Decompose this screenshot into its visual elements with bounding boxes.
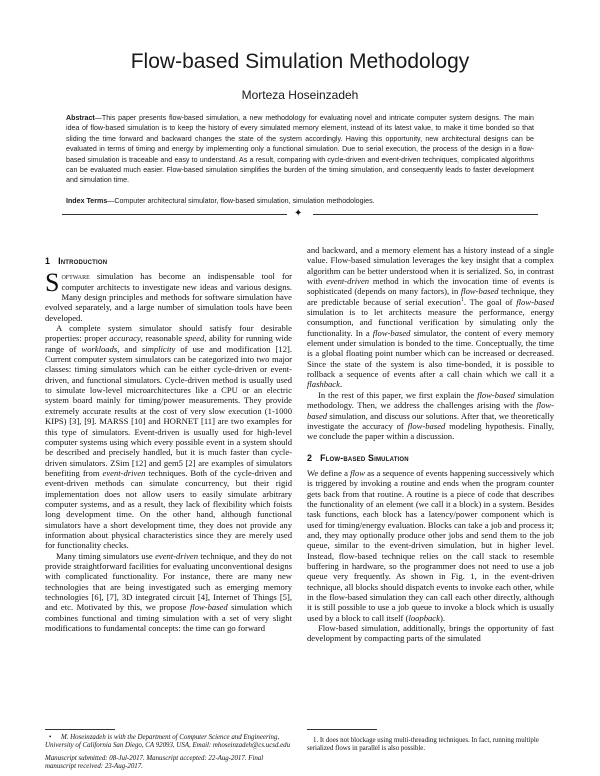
index-terms xyxy=(66,196,534,206)
author-name: Morteza Hoseinzadeh xyxy=(241,88,359,102)
text-run-italic: speed xyxy=(184,333,205,344)
paper-title: Flow-based Simulation Methodology xyxy=(130,50,470,73)
dropcap: S xyxy=(45,268,60,298)
section-2-heading xyxy=(307,453,554,463)
intro-paragraph-1 xyxy=(45,268,292,323)
text-run: technique, they are predictable because of serial execution xyxy=(307,286,554,307)
section-1-heading xyxy=(45,256,292,266)
flow-paragraph-2: Flow-based simulation, additionally, brings the opportunity of fast development by compacting parts of the simulated xyxy=(307,623,554,644)
abstract xyxy=(66,113,534,186)
intro-p1-text: simulation has become an indispensable tool for computer architects to investigate new ideas and various designs. Many design principles and methods for software simulation have evolved separately, and a large number of simulation tools have been developed. xyxy=(45,271,292,323)
intro-paragraph-3 xyxy=(45,551,292,634)
text-run: method in which the invocation time of events is sophisticated (depends on many factors), in xyxy=(307,276,554,297)
section-2-title: Flow-based Simulation xyxy=(320,452,409,463)
text-run-italic: event-driven xyxy=(155,550,199,561)
text-run: techniques. Both of the cycle-driven and event-driven methods can simulate concurrency, but their rigid implementation does not allow users to easily simulate arbitrary computer systems, and as a result, they lack of flexibility which foists long development time. On the other hand, although functional simulators have a short development time, they does not provide any information about physical characteristics since they are merely used for functionality checks. xyxy=(45,467,292,551)
text-run: We define a xyxy=(307,467,351,478)
abstract-text: —This paper presents flow-based simulation, a new methodology for evaluating novel and intricate computer system designs. The main idea of flow-based simulation is to keep the history of every simulated memory element, instead of its latest value, to make it time bonded so that sliding the time forward and backward changes the state of the system accordingly. Having this opportunity, new architectural designs can be evaluated in terms of timing and energy by implementing only a functional simulation. Due to serial execution, the process of the design in a flow-based simulation is traceable and easy to understand. As a result, comparing with cycle-driven and event-driven techniques, complicated algorithms can be evaluated much easier. Flow-based simulation simplifies the burden of the timing simulation, and consequently leads to faster development and simulation time. xyxy=(66,114,534,185)
flow-paragraph-1 xyxy=(307,468,554,623)
footnote-rule-left xyxy=(45,729,115,730)
manuscript-dates: Manuscript submitted: 08-Jul-2017. Manuscript accepted: 22-Aug-2017. Final manuscript received: 23-Aug-2017. xyxy=(45,754,264,770)
footnote-marker[interactable]: 1 xyxy=(460,296,464,303)
left-column xyxy=(45,256,292,633)
smallcaps-lead: oftware xyxy=(61,271,90,282)
text-run-italic: event-driven xyxy=(326,276,370,287)
author-affiliation-footnote xyxy=(45,734,292,771)
divider-diamond-icon: ✦ xyxy=(294,208,303,219)
text-run: technique, and they do not provide straightforward facilities for evaluating unconventional designs with complicated functionality. For instance, there are many new technologies that are being investigated such as emerging memory technologies [6], [7], 3D integrated circuit [4], Internet of Things [5], and etc. Motivated by this, we propose xyxy=(45,550,292,613)
index-terms-text: —Computer architectural simulator, flow-based simulation, simulation methodologies. xyxy=(107,197,375,205)
text-run-italic: flow-based xyxy=(516,296,554,307)
text-run: In the rest of this paper, we first explain the xyxy=(318,389,478,400)
text-run: simulation which combines functional and timing simulation with a set of very slight modifications to fundamental concepts: the time can go forward xyxy=(45,602,292,634)
text-run-italic: flow xyxy=(350,467,365,478)
text-run: , ability for running wide range of xyxy=(45,333,292,354)
text-run-italic: flow-based xyxy=(460,286,499,297)
text-run: A complete system simulator should satisfy four desirable properties: proper xyxy=(45,323,292,344)
text-run: , reasonable xyxy=(140,333,185,344)
text-run-italic: accuracy xyxy=(109,333,141,344)
abstract-label: Abstract xyxy=(66,114,95,122)
section-2-number: 2 xyxy=(307,452,313,463)
index-terms-label: Index Terms xyxy=(66,197,108,205)
text-run: , and xyxy=(117,343,142,354)
text-run: and backward, and a memory element has a history instead of a single value. Flow-based simulation leverages the key insight that a complex algorithm can be better understood when it is serialized. So, in contrast with xyxy=(307,245,554,287)
text-run: as a sequence of events happening successively which is triggered by invoking a routine and ends when the program counter gets back from that routine. A routine is a piece of code that describes the functionality of an element (we call it a block) in a system. Besides task functions, each block has a latency/power component which is used for timing/energy evaluation. Blocks can take a job and process it; and, they may optionally produce other jobs and send them to the job queue, similar to the event-driven simulation, but in higher level. Instead, flow-based technique relies on the call stack to resemble buffering in hardware, so the programmer does not need to use a job queue very frequently. As shown in Fig. 1, in the event-driven technique, all blocks should dispatch events to invoke each other, while in the flow-based simulation they can call each other directly, although it is still possible to use a job queue to invoke a block which is usually used by a block to call itself ( xyxy=(307,467,554,623)
text-run: simulation methodology. Then, we address the challenges arising with the xyxy=(307,389,555,411)
divider-right xyxy=(313,214,538,215)
text-run: of use and modification [12]. Current computer system simulators can be categorized into two major classes: timing simulators which can be either cycle-driven or event-driven, and functional simulators. Cycle-driven method is usually used to simulate low-level microarchitectures like a CPU or an electric system board mainly for timing/power measurements. They provide extremely accurate results at the cost of very slow execution (1-1000 KIPS) [3], [9]. MARSS [10] and HORNET [11] are two examples for this type of simulators. Event-driven is usually used for high-level computer systems using which every possible event in a system should be described and precisely handled, but it is much faster than cycle-driven simulators. ZSim [12] and gem5 [2] are examples of simulators benefiting from xyxy=(45,343,292,478)
text-run: simulation is to let architects measure the performance, energy consumption, and functional verification by simulating only the functionality. In a xyxy=(307,307,554,338)
text-run-italic: flow-based xyxy=(372,327,411,338)
text-run-italic: flow-based xyxy=(307,400,554,421)
footnote-rule-right xyxy=(307,729,377,730)
text-run: simulator, the content of every memory element under simulation is bonded to the time. Conceptually, the time is a global floating point number which can be increased or decreased. Since the state of the system is also time-bonded, it is possible to rollback a sequence of events after a call chain which we call it a xyxy=(307,327,554,380)
text-run: simulation, and discuss our solutions. After that, we theoretically investigate the accuracy of xyxy=(307,410,554,431)
footnote-1: 1. It does not blockage using multi-threading techniques. In fact, running multiple serialized flows in parallel is also possible. xyxy=(307,737,539,753)
text-run-italic: flashback xyxy=(307,379,340,390)
right-column xyxy=(307,245,554,644)
section-1-title: Introduction xyxy=(58,256,108,266)
text-run: Many timing simulators use xyxy=(56,550,156,561)
text-run-italic: simplicity xyxy=(141,343,176,354)
text-run-italic: event-driven xyxy=(102,467,146,478)
intro-continued-paragraph xyxy=(307,245,554,390)
text-run: . The goal of xyxy=(463,296,517,307)
affiliation-text: M. Hoseinzadeh is with the Department of Computer Science and Engineering, University of California San Diego, CA 92093, USA, Email: mhoseinzadeh@cs.ucsd.edu xyxy=(45,734,291,750)
affiliation-line xyxy=(45,734,292,751)
text-run-italic: flow-based xyxy=(477,389,515,400)
text-run-italic: flow-based xyxy=(407,420,446,431)
intro-paragraph-outline xyxy=(307,390,554,442)
bullet-icon: • xyxy=(49,734,52,741)
section-1-number: 1 xyxy=(45,256,51,266)
divider-left xyxy=(62,214,287,215)
text-run: . xyxy=(339,379,343,390)
intro-paragraph-2 xyxy=(45,323,292,551)
text-run-italic: loopback xyxy=(408,612,440,623)
text-run: ). xyxy=(439,612,445,623)
text-run: modeling hypothesis. Finally, we conclude the paper within a discussion. xyxy=(307,420,554,442)
text-run-italic: flow-based xyxy=(189,602,228,613)
text-run-italic: workloads xyxy=(81,343,118,354)
